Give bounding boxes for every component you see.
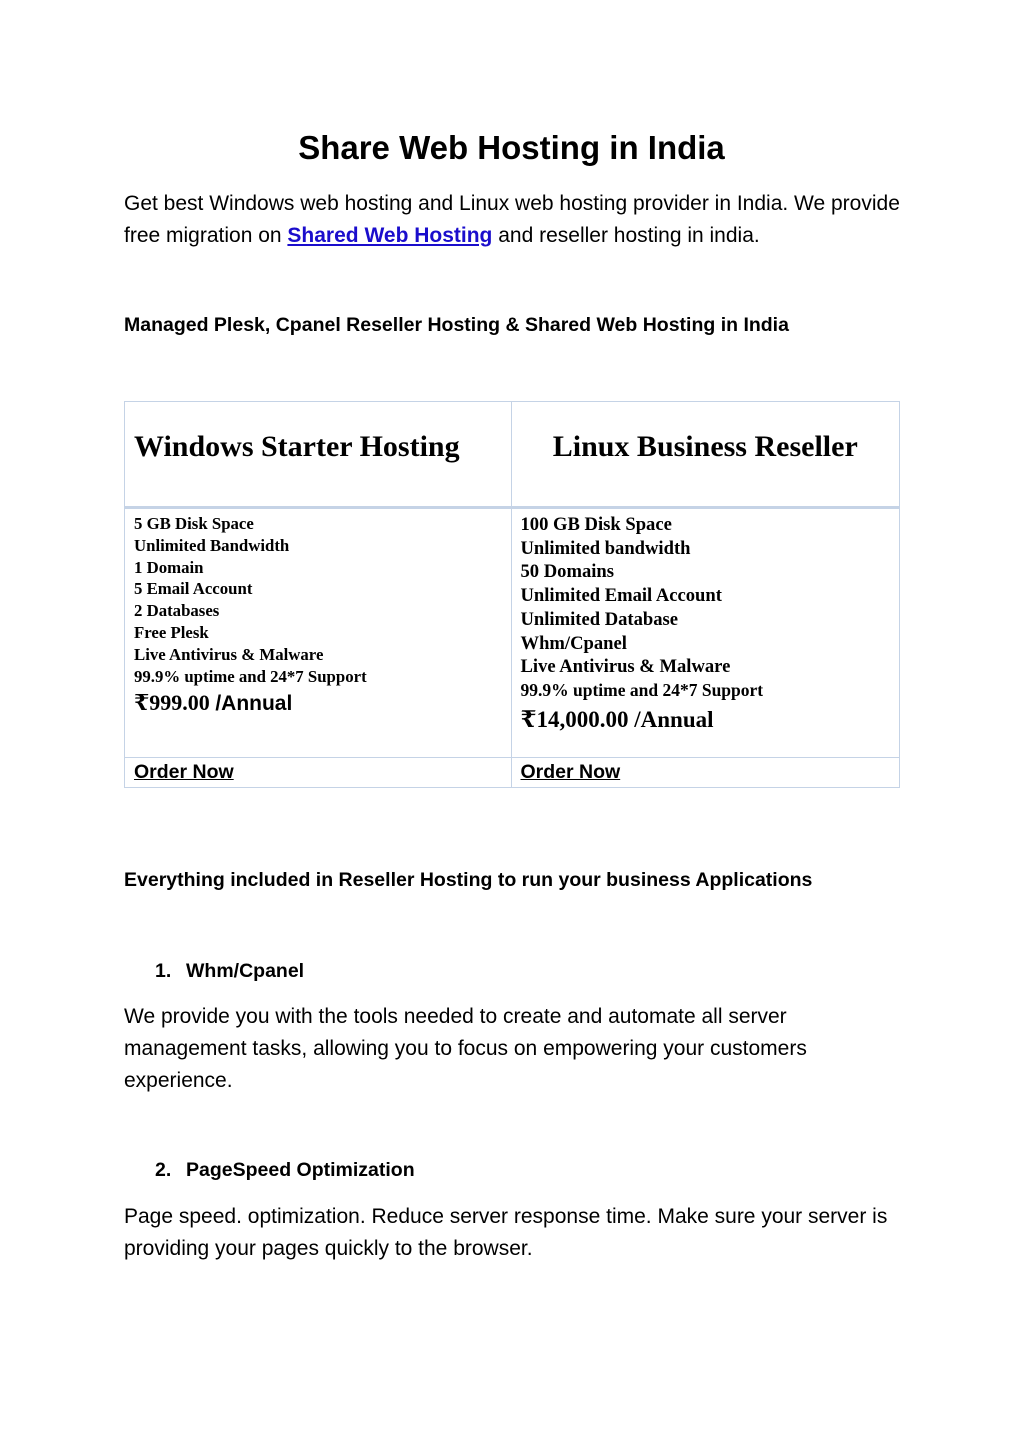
feature-list [134, 513, 502, 687]
plan-name: Linux Business Reseller [552, 430, 858, 463]
plan-header-windows [125, 402, 512, 508]
order-now-button[interactable]: Order Now [134, 761, 234, 783]
list-item-text: Page speed. optimization. Reduce server response time. Make sure your server is providing your pages quickly to the browser. [124, 1205, 888, 1260]
included-heading: Everything included in Reseller Hosting to run your business Applications [124, 869, 813, 891]
list-title: PageSpeed Optimization [186, 1159, 415, 1181]
feature-item: Unlimited Email Account [520, 585, 722, 607]
feature-item: Live Antivirus & Malware [134, 644, 324, 664]
feature-item: Free Plesk [134, 622, 209, 642]
feature-item: 99.9% uptime and 24*7 Support [134, 666, 367, 686]
feature-item: Unlimited bandwidth [520, 537, 691, 559]
plan-features-windows [125, 508, 512, 758]
page-title: Share Web Hosting in India [298, 129, 725, 166]
feature-item: 99.9% uptime and 24*7 Support [520, 679, 764, 700]
intro-paragraph [124, 188, 904, 252]
plan-price [521, 704, 891, 736]
feature-item: 5 GB Disk Space [134, 514, 254, 533]
order-cell-linux [511, 758, 900, 788]
plan-features-linux [511, 508, 900, 758]
intro-text-end: and reseller hosting in india. [492, 224, 760, 247]
list-item-heading [155, 957, 304, 985]
shared-web-hosting-link[interactable]: Shared Web Hosting [287, 224, 493, 247]
feature-item: Unlimited Bandwidth [134, 535, 290, 555]
feature-item: 50 Domains [520, 561, 614, 583]
list-title: Whm/Cpanel [186, 960, 305, 982]
feature-item: Live Antivirus & Malware [520, 656, 731, 678]
feature-item: Whm/Cpanel [520, 632, 627, 654]
plans-table [124, 401, 900, 788]
section-heading: Managed Plesk, Cpanel Reseller Hosting & Shared Web Hosting in India [124, 314, 789, 336]
price-period: /Annual [634, 706, 714, 732]
plan-price [134, 688, 502, 719]
list-number: 1. [155, 960, 172, 982]
intro-text: Get best Windows web hosting and Linux web hosting provider in India. We provide free migration on [124, 192, 900, 247]
feature-item: 1 Domain [134, 557, 204, 577]
plan-header-linux [511, 402, 900, 508]
feature-item: 5 Email Account [134, 579, 253, 599]
feature-item: 100 GB Disk Space [520, 514, 672, 535]
feature-list [521, 513, 891, 703]
price-amount: ₹999.00 [134, 690, 210, 716]
feature-item: Unlimited Database [520, 608, 679, 630]
list-item-text: We provide you with the tools needed to create and automate all server management tasks, allowing you to focus on empowering your customers experience. [124, 1005, 807, 1092]
price-amount: ₹14,000.00 [520, 706, 629, 732]
list-item-heading [155, 1156, 415, 1184]
feature-item: 2 Databases [134, 601, 220, 621]
order-now-button[interactable]: Order Now [520, 761, 621, 783]
list-number: 2. [155, 1159, 172, 1181]
plan-name: Windows Starter Hosting [134, 430, 460, 463]
order-cell-windows [125, 758, 512, 788]
price-period: /Annual [215, 692, 293, 716]
